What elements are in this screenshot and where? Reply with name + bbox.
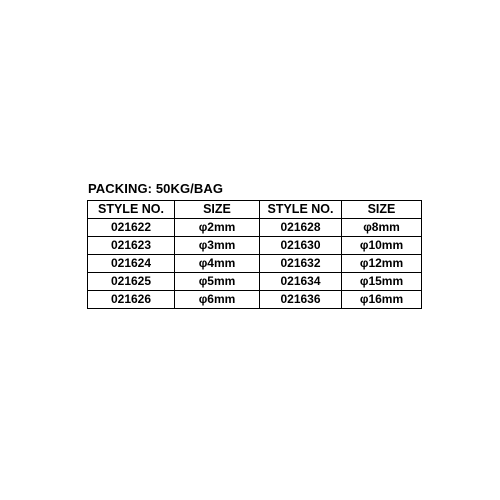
header-size-2: SIZE [342, 201, 422, 219]
style-no-cell: 021630 [260, 237, 342, 255]
size-cell: φ16mm [342, 291, 422, 309]
table-row [88, 291, 422, 309]
header-style-no-1: STYLE NO. [88, 201, 175, 219]
style-no-cell: 021625 [88, 273, 175, 291]
size-cell: φ10mm [342, 237, 422, 255]
header-style-no-2: STYLE NO. [260, 201, 342, 219]
style-no-cell: 021636 [260, 291, 342, 309]
size-cell: φ4mm [175, 255, 260, 273]
style-no-cell: 021624 [88, 255, 175, 273]
table-row [88, 273, 422, 291]
table-row [88, 237, 422, 255]
table-row [88, 255, 422, 273]
header-size-1: SIZE [175, 201, 260, 219]
style-no-cell: 021632 [260, 255, 342, 273]
size-cell: φ12mm [342, 255, 422, 273]
table-row [88, 219, 422, 237]
size-cell: φ5mm [175, 273, 260, 291]
table-header-row [88, 201, 422, 219]
size-cell: φ2mm [175, 219, 260, 237]
size-cell: φ3mm [175, 237, 260, 255]
packing-label: PACKING: 50KG/BAG [88, 181, 224, 196]
style-no-cell: 021634 [260, 273, 342, 291]
style-no-cell: 021626 [88, 291, 175, 309]
size-cell: φ8mm [342, 219, 422, 237]
spec-table [87, 200, 422, 309]
style-no-cell: 021623 [88, 237, 175, 255]
size-cell: φ15mm [342, 273, 422, 291]
style-no-cell: 021622 [88, 219, 175, 237]
size-cell: φ6mm [175, 291, 260, 309]
style-no-cell: 021628 [260, 219, 342, 237]
